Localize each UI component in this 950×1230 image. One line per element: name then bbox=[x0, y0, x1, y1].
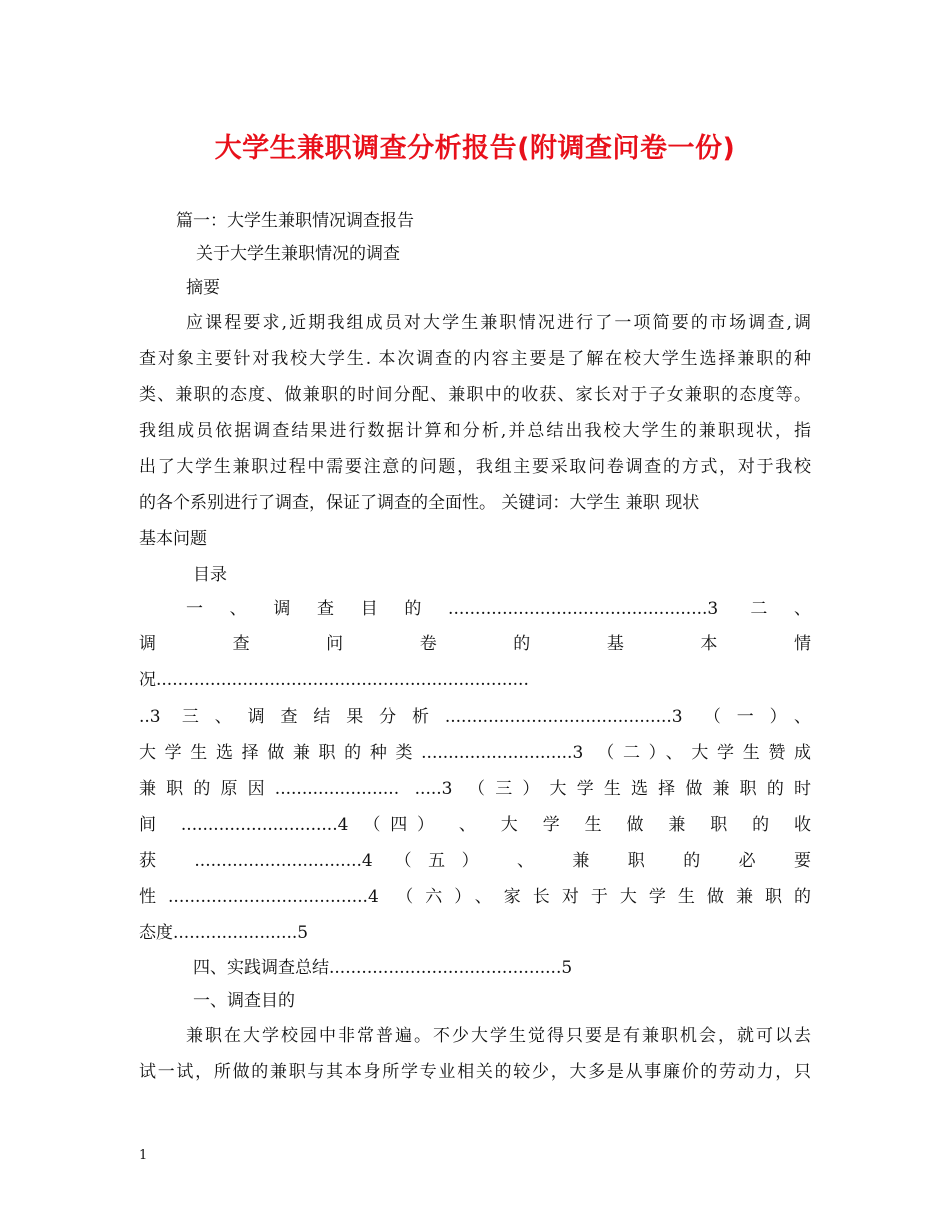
toc-line: 大学生选择做兼职的种类............................3 （二）、大学生赞成 bbox=[139, 743, 811, 763]
abstract-line: 的各个系别进行了调查，保证了调查的全面性。 关键词：大学生 兼职 现状 bbox=[139, 493, 700, 513]
section-heading: 一、调查目的 bbox=[193, 991, 295, 1011]
report-subtitle: 关于大学生兼职情况的调查 bbox=[196, 244, 400, 264]
toc-line: 调 查 问 卷 的 基 本 情 bbox=[139, 634, 811, 654]
abstract-line: 基本问题 bbox=[139, 529, 207, 549]
toc-heading: 目录 bbox=[193, 565, 227, 585]
body-line: 兼职在大学校园中非常普遍。不少大学生觉得只要是有兼职机会，就可以去 bbox=[186, 1026, 811, 1046]
section-heading: 篇一：大学生兼职情况调查报告 bbox=[176, 211, 414, 231]
toc-line: 四、实践调查总结...........................................5 bbox=[193, 958, 573, 978]
document-title: 大学生兼职调查分析报告(附调查问卷一份) bbox=[214, 133, 736, 164]
toc-line: 间 .............................4 （四） 、 大 学 生 做 兼 职 的 收 bbox=[139, 815, 811, 835]
toc-line: 获 ...............................4 （五） 、 兼 职 的 必 要 bbox=[139, 851, 811, 871]
toc-line: 态度.......................5 bbox=[139, 923, 309, 943]
abstract-line: 查对象主要针对我校大学生. 本次调查的内容主要是了解在校大学生选择兼职的种 bbox=[139, 349, 811, 369]
toc-line: 兼职的原因....................... .....3 （三）大学生选择做兼职的时 bbox=[139, 779, 811, 799]
abstract-line: 类、兼职的态度、做兼职的时间分配、兼职中的收获、家长对于子女兼职的态度等。 bbox=[139, 385, 811, 405]
abstract-line: 我组成员依据调查结果进行数据计算和分析,并总结出我校大学生的兼职现状，指 bbox=[139, 421, 811, 441]
toc-line: 性.....................................4 （六）、家长对于大学生做兼职的 bbox=[139, 887, 811, 907]
page-number: 1 bbox=[139, 1148, 148, 1163]
toc-line: 一、调查目的................................................3 二、 bbox=[186, 599, 811, 619]
toc-line: 况..................................................................... bbox=[139, 670, 529, 690]
body-line: 试一试，所做的兼职与其本身所学专业相关的较少，大多是从事廉价的劳动力，只 bbox=[139, 1062, 811, 1082]
abstract-heading: 摘要 bbox=[186, 278, 220, 298]
toc-line: ..3 三、调查结果分析..........................................3 （一）、 bbox=[139, 707, 811, 727]
abstract-line: 应课程要求,近期我组成员对大学生兼职情况进行了一项简要的市场调查,调 bbox=[186, 313, 811, 333]
abstract-line: 出了大学生兼职过程中需要注意的问题，我组主要采取问卷调查的方式，对于我校 bbox=[139, 457, 811, 477]
